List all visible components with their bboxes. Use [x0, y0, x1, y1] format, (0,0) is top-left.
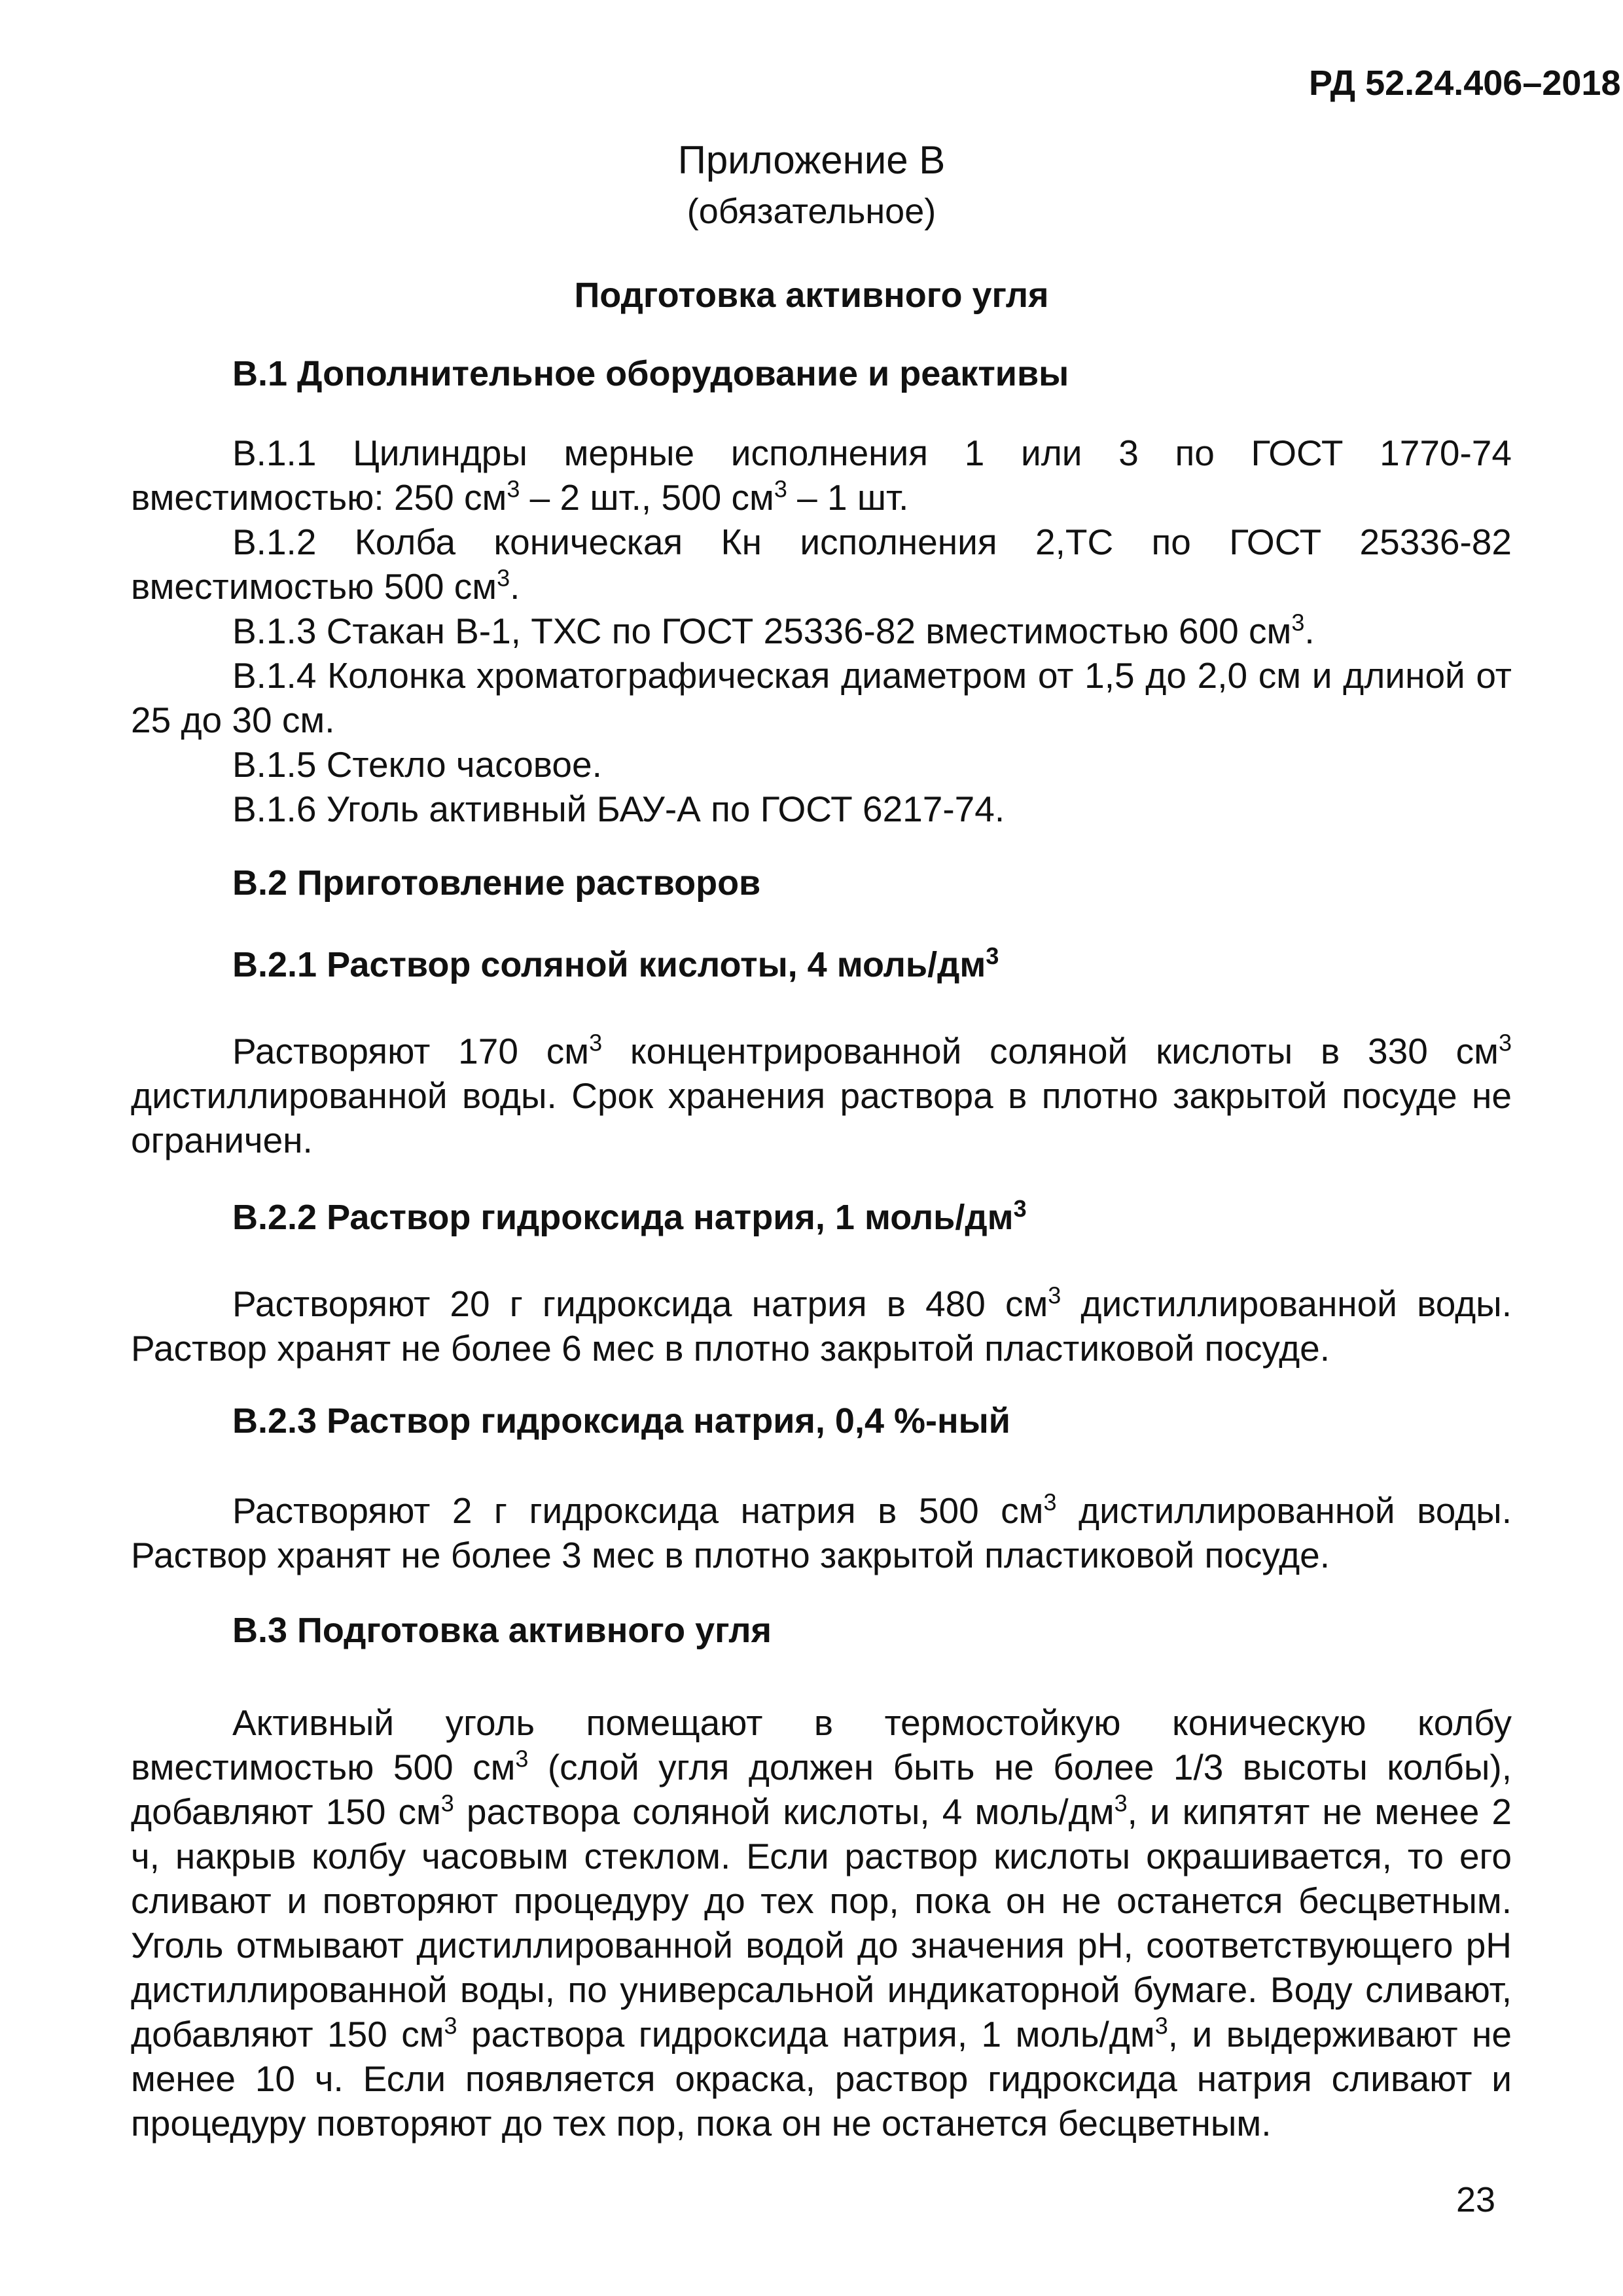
document-code: РД 52.24.406–2018 [1309, 63, 1621, 103]
paragraph-b2-1: Растворяют 170 $см^3$ концентрированной соляной кислоты в 330 $см^3$ дистиллированной воды. Срок хранения раствора в плотно закрытой посуде не ограничен. [131, 1029, 1512, 1160]
item-b1-3: В.1.3 Стакан В-1, ТХС по ГОСТ 25336-82 вместимостью 600 $см^3$. [232, 609, 1315, 651]
item-b1-2: В.1.2 Колба коническая Кн исполнения 2,ТС по ГОСТ 25336-82 вместимостью 500 $см^3$. [131, 522, 1512, 607]
subsection-b2-2-title: В.2.2 Раствор гидроксида натрия, 1 моль/$дм^3$ [232, 1195, 1027, 1237]
appendix-heading: Подготовка активного угля [574, 276, 1049, 315]
paragraph-b3: Активный уголь помещают в термостойкую коническую колбу вместимостью 500 $см^3$ (слой угля должен быть не более 1/3 высоты колбы), добавляют 150 $см^3$ раствора соляной кислоты, 4 моль/$дм^3$, и кипятят не менее 2 ч, накрыв колбу часовым стеклом. Если раствор кислоты окрашивается, то его сливают и повторяют процедуру до тех пор, пока он не останется бесцветным. Уголь отмывают дистиллированной водой до значения pH, соответствующего pH дистиллированной воды, по универсальной индикаторной бумаге. Воду сливают, добавляют 150 $см^3$ раствора гидроксида натрия, 1 моль/$дм^3$, и выдерживают не менее 10 ч. Если появляется окраска, раствор гидроксида натрия сливают и процедуру повторяют до тех пор, пока он не останется бесцветным. [131, 1702, 1512, 2144]
section-b1-title: В.1 Дополнительное оборудование и реактивы [232, 354, 1069, 393]
subsection-b2-1-title: В.2.1 Раствор соляной кислоты, 4 моль/$дм^3$ [232, 942, 999, 984]
paragraph-b2-3: Растворяют 2 г гидроксида натрия в 500 $см^3$ дистиллированной воды. Раствор хранят не более 3 мес в плотно закрытой пластиковой посуде. [131, 1488, 1512, 1575]
item-b1-6: В.1.6 Уголь активный БАУ-А по ГОСТ 6217-74. [232, 789, 1005, 829]
page-number: 23 [1456, 2180, 1496, 2219]
section-b3-title: В.3 Подготовка активного угля [232, 1611, 772, 1650]
item-b1-4: В.1.4 Колонка хроматографическая диаметром от 1,5 до 2,0 см и длиной от 25 до 30 см. [131, 655, 1512, 740]
item-b1-5: В.1.5 Стекло часовое. [232, 744, 602, 785]
section-b2-title: В.2 Приготовление растворов [232, 863, 761, 903]
paragraph-b2-2: Растворяют 20 г гидроксида натрия в 480 $см^3$ дистиллированной воды. Раствор хранят не более 6 мес в плотно закрытой пластиковой посуде. [131, 1282, 1512, 1369]
appendix-title: Приложение В [677, 138, 946, 182]
appendix-note: (обязательное) [687, 192, 936, 231]
subsection-b2-3-title: В.2.3 Раствор гидроксида натрия, 0,4 %-ный [232, 1401, 1010, 1441]
item-b1-1: В.1.1 Цилиндры мерные исполнения 1 или 3 по ГОСТ 1770-74 вместимостью: 250 $см^3 - 2$ шт., 500 $см^3 - 1$ шт. [131, 433, 1512, 518]
